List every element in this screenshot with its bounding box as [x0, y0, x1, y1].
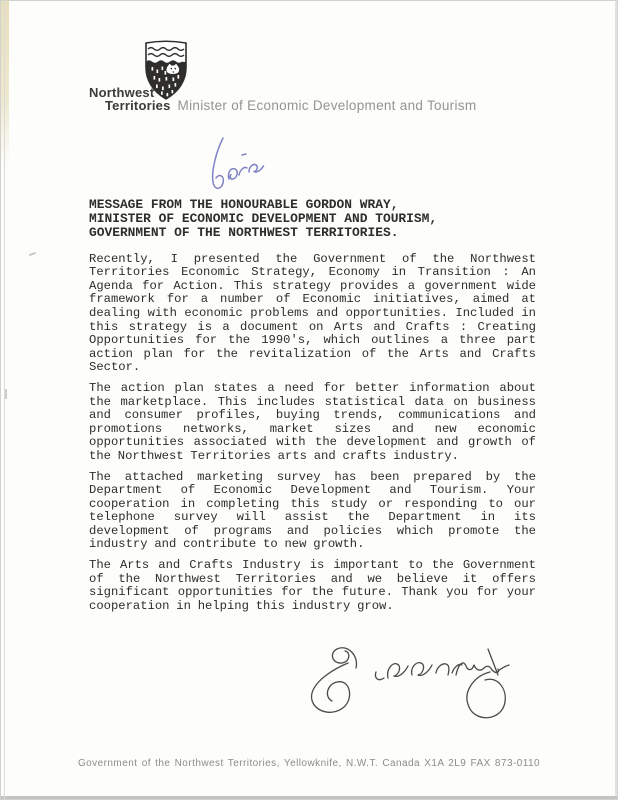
scan-speck — [29, 252, 36, 256]
paragraph-2: The action plan states a need for better information about the marketplace. This includes statistical data on business and consumer profiles, buying trends, communications and promotions networks, market sizes and new economic opportunities associated with the development and growth of the Northwest Territories arts and crafts industry. — [89, 380, 536, 463]
letterhead-territories: Territories — [105, 98, 171, 113]
paragraph-4: The Arts and Crafts Industry is important to the Government of the Northwest Territories and we believe it offers significant opportunities for the future. Thank you for your cooperation in helping this industry grow. — [89, 558, 536, 613]
handwritten-note — [195, 134, 267, 201]
heading-line-3: GOVERNMENT OF THE NORTHWEST TERRITORIES. — [89, 225, 399, 241]
heading-line-1: MESSAGE FROM THE HONOURABLE GORDON WRAY, — [89, 197, 399, 212]
paragraph-1: Recently, I presented the Government of the Northwest Territories Economic Strategy, Economy in Transition : An Agenda for Action. This strategy provides a government wide framework for a number of Economic initiatives, aimed at dealing with economic problems and opportunities. Included in this strategy is a document on Arts and Crafts : Creating Opportunities for the 1990's, which outlines a three part action plan for the revitalization of the Arts and Crafts Sector. — [89, 251, 536, 375]
letter-heading — [89, 198, 536, 241]
paragraph-3: The attached marketing survey has been prepared by the Department of Economic Development and Tourism. Your cooperation in completing this study or responding to our telephone survey will assist the Department in its development of programs and policies which promote the industry and contribute to new growth. — [89, 469, 536, 552]
footer-address: Government of the Northwest Territories, Yellowknife, N.W.T. Canada X1A 2L9 FAX 873-0110 — [77, 758, 541, 769]
heading-line-2: MINISTER OF ECONOMIC DEVELOPMENT AND TOURISM, — [89, 211, 438, 227]
letterhead-office-title: Minister of Economic Development and Tourism — [177, 98, 477, 113]
letterhead-line2 — [105, 97, 476, 115]
letter-body — [89, 198, 536, 620]
scan-edge-line — [4, 1, 5, 799]
signature-gordon-wray — [304, 641, 536, 738]
scan-edge-artifact — [1, 1, 9, 166]
letterhead-northwest: Northwest — [89, 85, 155, 100]
scan-speck — [5, 389, 7, 399]
